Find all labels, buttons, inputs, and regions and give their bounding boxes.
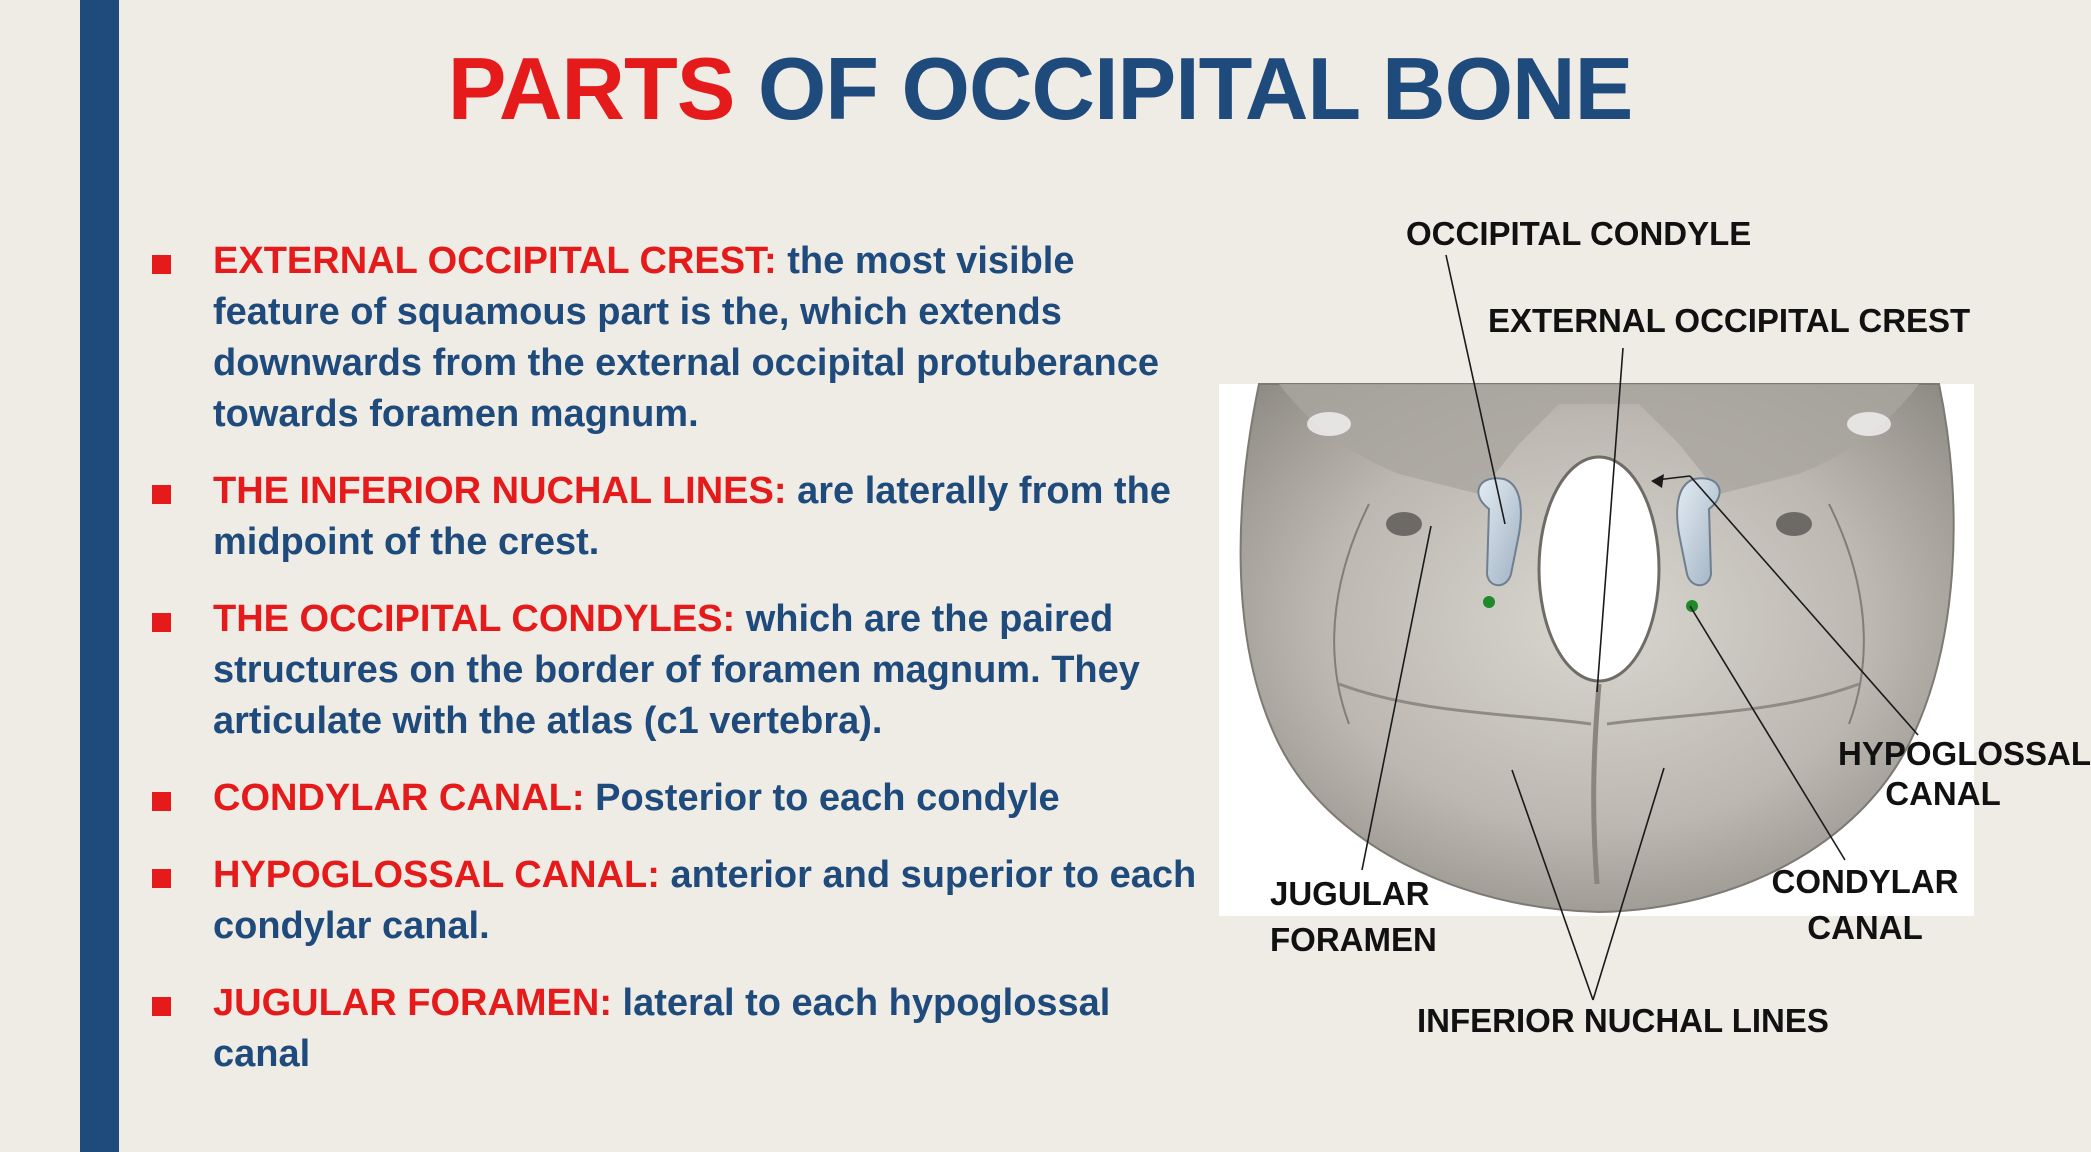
- label-condylar-line2: CANAL: [1807, 909, 1923, 946]
- label-inferior-nuchal-lines: INFERIOR NUCHAL LINES: [1417, 1002, 1829, 1039]
- label-hypoglossal-line2: CANAL: [1885, 775, 2001, 812]
- bullet-term: THE INFERIOR NUCHAL LINES:: [213, 470, 787, 512]
- leader-hypoglossal-canal: [1690, 476, 1918, 735]
- bullet-text: anterior and superior to each condylar canal.: [213, 854, 1197, 947]
- label-hypoglossal-canal: [1838, 734, 2091, 814]
- label-external-occipital-crest: EXTERNAL OCCIPITAL CREST: [1488, 302, 1971, 339]
- bullet-text: are laterally from the midpoint of the crest.: [213, 470, 1171, 563]
- bullet-term: JUGULAR FORAMEN:: [213, 982, 612, 1024]
- leader-condylar-canal: [1690, 606, 1845, 860]
- title-red-part: PARTS: [447, 39, 735, 138]
- bullet-term: EXTERNAL OCCIPITAL CREST:: [213, 240, 777, 282]
- title-blue-part: OF OCCIPITAL BONE: [757, 39, 1633, 138]
- label-jugular-foramen: [1270, 871, 1437, 963]
- bullet-term: HYPOGLOSSAL CANAL:: [213, 854, 660, 896]
- label-jugular-line2: FORAMEN: [1270, 921, 1437, 958]
- bullet-text: the most visible feature of squamous part is the, which extends downwards from the external occipital protuberance towards foramen magnum.: [213, 240, 1159, 435]
- bullet-text: Posterior to each condyle: [595, 777, 1060, 819]
- bullet-term: THE OCCIPITAL CONDYLES:: [213, 598, 736, 640]
- label-jugular-line1: JUGULAR: [1270, 875, 1430, 912]
- leader-external-occipital-crest: [1597, 348, 1623, 692]
- bullet-text: which are the paired structures on the border of foramen magnum. They articulate with the atlas (c1 vertebra).: [213, 598, 1140, 742]
- label-condylar-line1: CONDYLAR: [1771, 863, 1959, 900]
- leader-jugular-foramen: [1362, 526, 1431, 870]
- leader-occipital-condyle: [1446, 255, 1505, 524]
- label-condylar-canal: [1760, 859, 1970, 951]
- bullet-term: CONDYLAR CANAL:: [213, 777, 585, 819]
- leader-nuchal-right: [1593, 768, 1664, 1000]
- leader-nuchal-left: [1512, 770, 1593, 1000]
- bullet-text: lateral to each hypoglossal canal: [213, 982, 1111, 1075]
- label-hypoglossal-line1: HYPOGLOSSAL: [1838, 735, 2091, 772]
- hypoglossal-arrowhead-icon: [1651, 474, 1664, 488]
- label-occipital-condyle: OCCIPITAL CONDYLE: [1406, 215, 1752, 252]
